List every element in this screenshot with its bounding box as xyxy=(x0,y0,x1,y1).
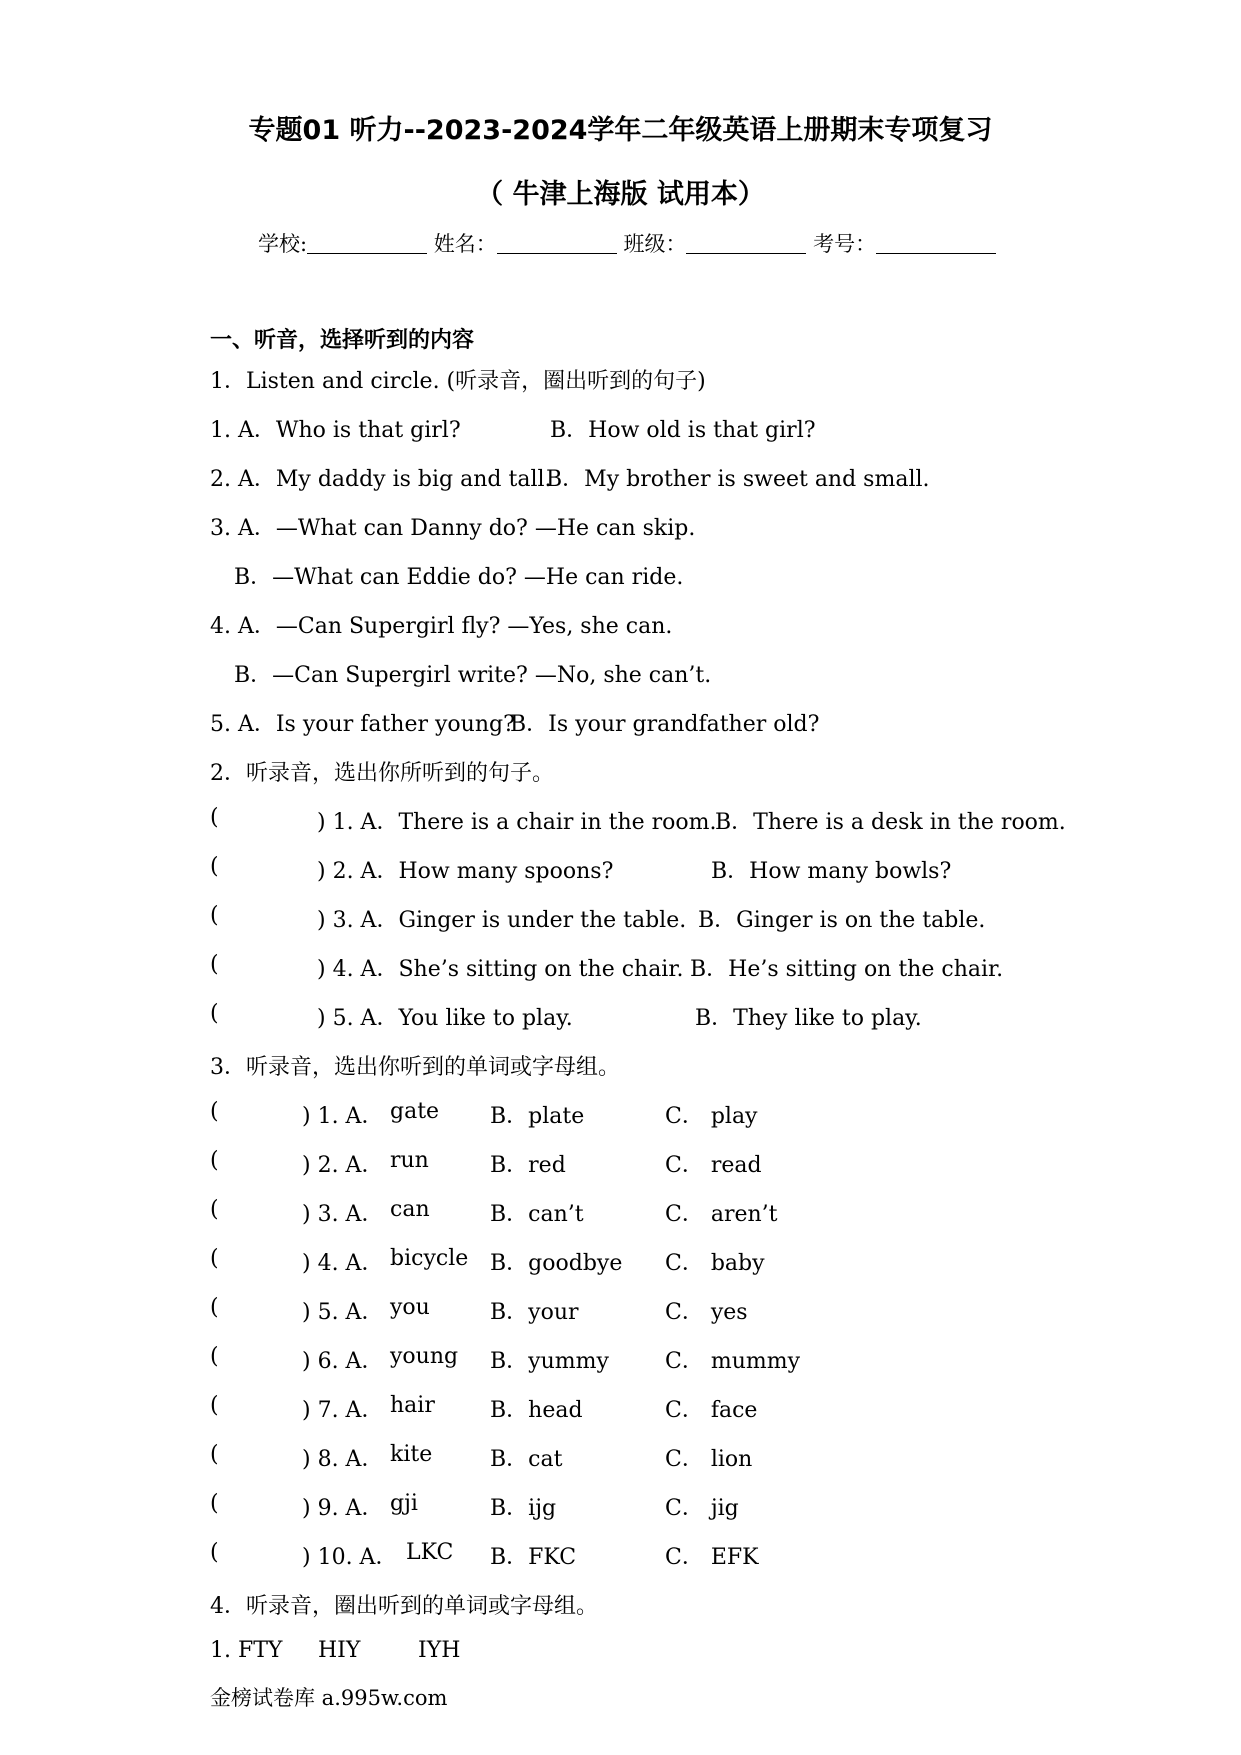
q1-item-4-b: B．—Can Supergirl write? —No, she can’t. xyxy=(234,663,712,688)
q3-option-a: hair xyxy=(390,1393,435,1418)
q3-option-c: C． EFK xyxy=(665,1545,759,1570)
q3-option-c: C． read xyxy=(665,1153,762,1178)
q3-option-b: B．head xyxy=(490,1398,583,1423)
q1-item-1-b: B．How old is that girl? xyxy=(550,418,816,443)
exam-number-blank[interactable] xyxy=(876,233,996,254)
q3-item-number: ) 10. A． xyxy=(302,1545,398,1570)
answer-paren-open: ( xyxy=(210,805,219,830)
answer-paren-open: ( xyxy=(210,1344,219,1369)
section-heading: 一、听音，选择听到的内容 xyxy=(210,328,475,353)
answer-paren-open: ( xyxy=(210,1442,219,1467)
q3-option-a: run xyxy=(390,1148,429,1173)
q2-item-4-b: B．He’s sitting on the chair. xyxy=(690,957,1004,982)
answer-paren-open: ( xyxy=(210,1491,219,1516)
q3-option-c: C． lion xyxy=(665,1447,753,1472)
answer-paren-open: ( xyxy=(210,1197,219,1222)
answer-paren-open: ( xyxy=(210,1246,219,1271)
q3-item-number: ) 5. A． xyxy=(302,1300,384,1325)
q4-item-1-c: IYH xyxy=(418,1638,461,1663)
q2-item-4-a: ) 4. A．She’s sitting on the chair. xyxy=(317,957,684,982)
q3-option-b: B．goodbye xyxy=(490,1251,623,1276)
answer-paren-open: ( xyxy=(210,1295,219,1320)
q3-option-b: B．red xyxy=(490,1153,566,1178)
q3-item-number: ) 4. A． xyxy=(302,1251,384,1276)
q3-option-b: B．cat xyxy=(490,1447,563,1472)
q3-option-b: B．can’t xyxy=(490,1202,584,1227)
answer-paren-open: ( xyxy=(210,854,219,879)
q2-item-2-a: ) 2. A．How many spoons? xyxy=(317,859,614,884)
page-subtitle: （ 牛津上海版 试用本） xyxy=(476,179,765,210)
q4-item-1: 1. FTY xyxy=(210,1638,283,1663)
answer-paren-open: ( xyxy=(210,1393,219,1418)
answer-paren-open: ( xyxy=(210,1001,219,1026)
q4-instruction: 4．听录音，圈出听到的单词或字母组。 xyxy=(210,1594,598,1619)
q3-option-a: bicycle xyxy=(390,1246,469,1271)
q1-item-5-a: 5. A．Is your father young? xyxy=(210,712,515,737)
q3-option-a: young xyxy=(390,1344,459,1369)
q3-option-c: C． yes xyxy=(665,1300,748,1325)
q2-item-1-a: ) 1. A．There is a chair in the room. xyxy=(317,810,717,835)
q3-option-b: B．plate xyxy=(490,1104,585,1129)
q3-item-number: ) 2. A． xyxy=(302,1153,384,1178)
q3-option-b: B．your xyxy=(490,1300,579,1325)
name-blank[interactable] xyxy=(497,233,617,254)
q1-item-5-b: B．Is your grandfather old? xyxy=(510,712,820,737)
q3-item-number: ) 8. A． xyxy=(302,1447,384,1472)
q3-option-b: B．ijg xyxy=(490,1496,557,1521)
q1-item-2-b: B．My brother is sweet and small. xyxy=(546,467,930,492)
q2-item-3-b: B．Ginger is on the table. xyxy=(698,908,986,933)
q3-option-c: C． play xyxy=(665,1104,758,1129)
q3-option-c: C． jig xyxy=(665,1496,739,1521)
school-blank[interactable] xyxy=(307,233,427,254)
answer-paren-open: ( xyxy=(210,903,219,928)
q1-item-2-a: 2. A．My daddy is big and tall. xyxy=(210,467,552,492)
q1-item-1-a: 1. A．Who is that girl? xyxy=(210,418,461,443)
q3-option-a: LKC xyxy=(406,1540,454,1565)
q2-item-2-b: B．How many bowls? xyxy=(711,859,952,884)
footer-watermark: 金榜试卷库 a.995w.com xyxy=(210,1686,448,1710)
q1-item-4-a: 4. A．—Can Supergirl fly? —Yes, she can. xyxy=(210,614,673,639)
q2-item-1-b: B．There is a desk in the room. xyxy=(715,810,1066,835)
q1-item-3-a: 3. A．—What can Danny do? —He can skip. xyxy=(210,516,696,541)
answer-paren-open: ( xyxy=(210,1540,219,1565)
q3-option-a: kite xyxy=(390,1442,433,1467)
q4-item-1-b: HIY xyxy=(318,1638,361,1663)
class-label: 班级： xyxy=(623,232,687,256)
q3-item-number: ) 9. A． xyxy=(302,1496,384,1521)
q3-item-number: ) 6. A． xyxy=(302,1349,384,1374)
answer-paren-open: ( xyxy=(210,1099,219,1124)
q3-option-b: B．yummy xyxy=(490,1349,609,1374)
class-blank[interactable] xyxy=(686,233,806,254)
q3-instruction: 3．听录音，选出你听到的单词或字母组。 xyxy=(210,1055,620,1080)
q3-option-c: C． mummy xyxy=(665,1349,801,1374)
q3-option-c: C． aren’t xyxy=(665,1202,778,1227)
q2-item-5-b: B．They like to play. xyxy=(695,1006,922,1031)
q3-item-number: ) 1. A． xyxy=(302,1104,384,1129)
exam-number-label: 考号： xyxy=(813,232,877,256)
q3-option-a: you xyxy=(390,1295,430,1320)
q1-instruction: 1．Listen and circle. (听录音，圈出听到的句子) xyxy=(210,369,706,394)
page-title: 专题01 听力--2023-2024学年二年级英语上册期末专项复习 xyxy=(248,115,993,146)
q2-item-5-a: ) 5. A．You like to play. xyxy=(317,1006,573,1031)
q3-option-a: can xyxy=(390,1197,430,1222)
answer-paren-open: ( xyxy=(210,952,219,977)
q1-item-3-b: B．—What can Eddie do? —He can ride. xyxy=(234,565,684,590)
q3-item-number: ) 7. A． xyxy=(302,1398,384,1423)
student-info-row xyxy=(258,228,996,258)
q3-option-c: C． baby xyxy=(665,1251,765,1276)
q3-option-c: C． face xyxy=(665,1398,758,1423)
answer-paren-open: ( xyxy=(210,1148,219,1173)
school-label: 学校: xyxy=(258,232,308,256)
q3-option-b: B．FKC xyxy=(490,1545,577,1570)
q2-item-3-a: ) 3. A．Ginger is under the table. xyxy=(317,908,687,933)
q2-instruction: 2．听录音，选出你所听到的句子。 xyxy=(210,761,554,786)
q3-option-a: gji xyxy=(390,1491,418,1516)
q3-item-number: ) 3. A． xyxy=(302,1202,384,1227)
name-label: 姓名： xyxy=(433,232,497,256)
q3-option-a: gate xyxy=(390,1099,440,1124)
